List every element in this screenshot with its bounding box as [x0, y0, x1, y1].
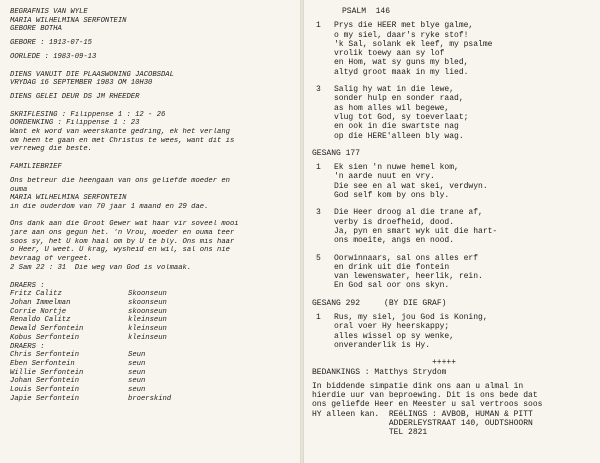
verse-line: Salig hy wat in die lewe, [334, 85, 455, 95]
verse-line: Ja, pyn en smart wyk uit die hart- [334, 226, 498, 236]
thanks-line: TEL 2821 [312, 428, 428, 438]
right-page [304, 0, 600, 463]
bearer-row [10, 369, 294, 378]
bearer-name: Renaldo Calitz [10, 316, 71, 325]
bearer-row [10, 316, 294, 325]
verse-line: Oorwinnaars, sal ons alles erf [334, 253, 479, 263]
bearer-name: Kobus Serfontein [10, 333, 80, 342]
family-line: bevraag of vergeet. [10, 255, 92, 264]
bearer-name: Louis Serfontein [10, 386, 80, 395]
sermon-text: OORDENKING : Filippense 1 : 23 [10, 119, 140, 128]
bearers2-list [10, 351, 294, 403]
bearer-name: Johan Immelman [10, 298, 71, 307]
header-line: BEGRAFNIS VAN WYLE [10, 8, 88, 16]
bearer-name: Eben Serfontein [10, 359, 75, 368]
bearer-name: Chris Serfontein [10, 351, 80, 360]
thanks-line: In biddende simpatie dink ons aan u almal in [312, 381, 524, 391]
scripture-reading: SKRIFLESING : Filippense 1 : 12 - 26 [10, 110, 166, 119]
verse-line: o my siel, daar's ryke stof! [334, 30, 469, 40]
bearer-row [10, 308, 294, 317]
service-line: VRYDAG 16 SEPTEMBER 1983 OM 10H30 [10, 79, 153, 88]
hymn-verse [312, 313, 594, 350]
psalm-verses [312, 21, 594, 141]
psalm-title: PSALM 146 [342, 7, 391, 16]
hymn-verse [312, 208, 594, 245]
bearer-name: Dewald Serfontein [10, 325, 84, 334]
verse-line: 'n aarde nuut en vry. [334, 172, 435, 182]
hymn-verse [312, 254, 594, 291]
bearer-relation: skoonseun [128, 307, 167, 316]
quote-line: Want ek word van weerskante gedring, ek het verlang [10, 128, 230, 137]
quote-line: verreweg die beste. [10, 145, 92, 154]
verse-line: onveranderlik is Hy. [334, 340, 431, 350]
thanks-text [312, 382, 594, 438]
hymn-verse [312, 163, 594, 200]
verse-line: verby is droefheid, dood. [334, 217, 455, 227]
verse-line: en ook in die swartste nag [334, 122, 459, 132]
family-line: ouma [10, 185, 28, 194]
bearer-name: Japie Serfontein [10, 394, 80, 403]
bearer-name: Johan Serfontein [10, 377, 80, 386]
family-line: MARIA WILHELMINA SERFONTEIN [10, 194, 127, 203]
bearer-relation: Skoonseun [128, 290, 167, 299]
family-line: soos sy, het U kom haal om by U te bly. Ons mis haar [10, 237, 235, 246]
bearer-row [10, 351, 294, 360]
bearers-list [10, 290, 294, 342]
verse-number: 1 [316, 313, 321, 323]
bearer-row [10, 386, 294, 395]
verse-line: Prys die HEER met blye galme, [334, 21, 474, 31]
verse-line: van lewenswater, heerlik, rein. [334, 272, 483, 282]
birth-date: GEBORE : 1913-07-15 [10, 39, 92, 48]
bearer-row [10, 360, 294, 369]
bearer-relation: skoonseun [128, 298, 167, 307]
separator-stars: +++++ [432, 358, 457, 368]
bearer-row [10, 290, 294, 299]
bearer-row [10, 325, 294, 334]
quote-line: om heen te gaan en met Christus te wees, want dit is [10, 136, 235, 145]
verse-line: op die HERE'alleen bly wag. [334, 131, 464, 141]
verse-line: Ek sien 'n nuwe hemel kom, [334, 163, 459, 173]
bearer-name: Corrie Nortje [10, 307, 67, 316]
verse-number: 1 [316, 21, 321, 31]
scripture-quote [10, 128, 294, 154]
bearer-relation: kleinseun [128, 325, 167, 334]
verse-number: 3 [316, 85, 321, 95]
service-info [10, 71, 294, 88]
verse-line: alles wissel op sy wenke, [334, 331, 455, 341]
bearer-relation: seun [128, 386, 146, 395]
hymn-verse [312, 85, 594, 141]
bearer-relation: seun [128, 368, 146, 377]
deceased-header [10, 8, 294, 34]
verse-line: Die Heer droog al die trane af, [334, 208, 483, 218]
hymn-verse [312, 21, 594, 77]
gesang1-verses [312, 163, 594, 291]
thanks-line: HY alleen kan. REëLINGS : AVBOB, HUMAN & PITT [312, 409, 533, 419]
gesang2-verses [312, 313, 594, 350]
bearer-relation: kleinseun [128, 316, 167, 325]
bearer-relation: kleinseun [128, 333, 167, 342]
verse-line: vrolik toewy aan sy lof [334, 49, 445, 59]
thanks-line: ADDERLEYSTRAAT 140, OUDTSHOORN [312, 418, 533, 428]
bearer-name: Fritz Calitz [10, 290, 62, 299]
family-line: Ons dank aan die Groot Gewer wat haar vir soveel mooi [10, 220, 239, 229]
family-line: jare aan ons gegun het. 'n Vrou, moeder en ouma teer [10, 229, 235, 238]
verse-line: Rus, my siel, jou God is Koning, [334, 313, 488, 323]
family-letter [10, 177, 294, 273]
verse-line: vlug tot God, sy toeverlaat; [334, 112, 469, 122]
header-line: GEBORE BOTHA [10, 25, 62, 34]
bearer-name: Willie Serfontein [10, 368, 84, 377]
bearer-row [10, 334, 294, 343]
service-line: DIENS VANUIT DIE PLAASWONING JACOBSDAL [10, 70, 174, 79]
verse-line: God self kom by ons bly. [334, 191, 450, 201]
thanks-heading: BEDANKINGS : Matthys Strydom [312, 367, 447, 377]
service-leader: DIENS GELEI DEUR DS JM RHEEDER [10, 92, 140, 101]
bearer-relation: seun [128, 359, 146, 368]
verse-line: En God sal oor ons skyn. [334, 281, 450, 291]
verse-line: altyd groot maak in my lied. [334, 67, 469, 77]
gesang2-title: GESANG 292 (BY DIE GRAF) [312, 298, 447, 308]
thanks-line: hierdie uur van beproewing. Dit is ons bede dat [312, 391, 538, 401]
family-line [10, 212, 294, 221]
verse-line: as hom alles wil begewe, [334, 103, 450, 113]
verse-line: sonder hulp en sonder raad, [334, 94, 464, 104]
verse-number: 3 [316, 208, 321, 218]
bearer-row [10, 299, 294, 308]
bearer-row [10, 395, 294, 404]
death-date: OORLEDE : 1983-09-13 [10, 52, 97, 61]
bearers-heading: DRAERS : [10, 281, 45, 290]
family-line: 2 Sam 22 : 31 Die weg van God is volmaak. [10, 263, 192, 272]
thanks-line: ons geliefde Heer en Meester u sal vertroos soos [312, 400, 543, 410]
family-letter-heading: FAMILIEBRIEF [10, 163, 62, 172]
family-line: o Heer, U weet. U krag, wysheid en wil, sal ons nie [10, 246, 230, 255]
verse-line: ons moeite, angs en nood. [334, 236, 455, 246]
header-line: MARIA WILHELMINA SERFONTEIN [10, 16, 127, 25]
verse-line: en drink uit die fontein [334, 262, 450, 272]
verse-line: Die see en al wat skei, verdwyn. [334, 181, 488, 191]
bearers2-heading: DRAERS : [10, 342, 45, 351]
bearer-relation: Seun [128, 351, 146, 360]
gesang1-title: GESANG 177 [312, 148, 361, 158]
verse-number: 1 [316, 163, 321, 173]
family-line: in die ouderdom van 70 jaar 1 maand en 29 dae. [10, 202, 209, 211]
bearer-relation: seun [128, 377, 146, 386]
bearer-relation: broerskind [128, 394, 172, 403]
bearer-row [10, 377, 294, 386]
verse-line: en Hom, wat sy guns my bled, [334, 58, 469, 68]
verse-number: 5 [316, 253, 321, 263]
family-line: Ons betreur die heengaan van ons geliefde moeder en [10, 176, 230, 185]
verse-line: oral voer Hy heerskappy; [334, 322, 450, 332]
verse-line: 'k Sal, solank ek leef, my psalme [334, 39, 493, 49]
